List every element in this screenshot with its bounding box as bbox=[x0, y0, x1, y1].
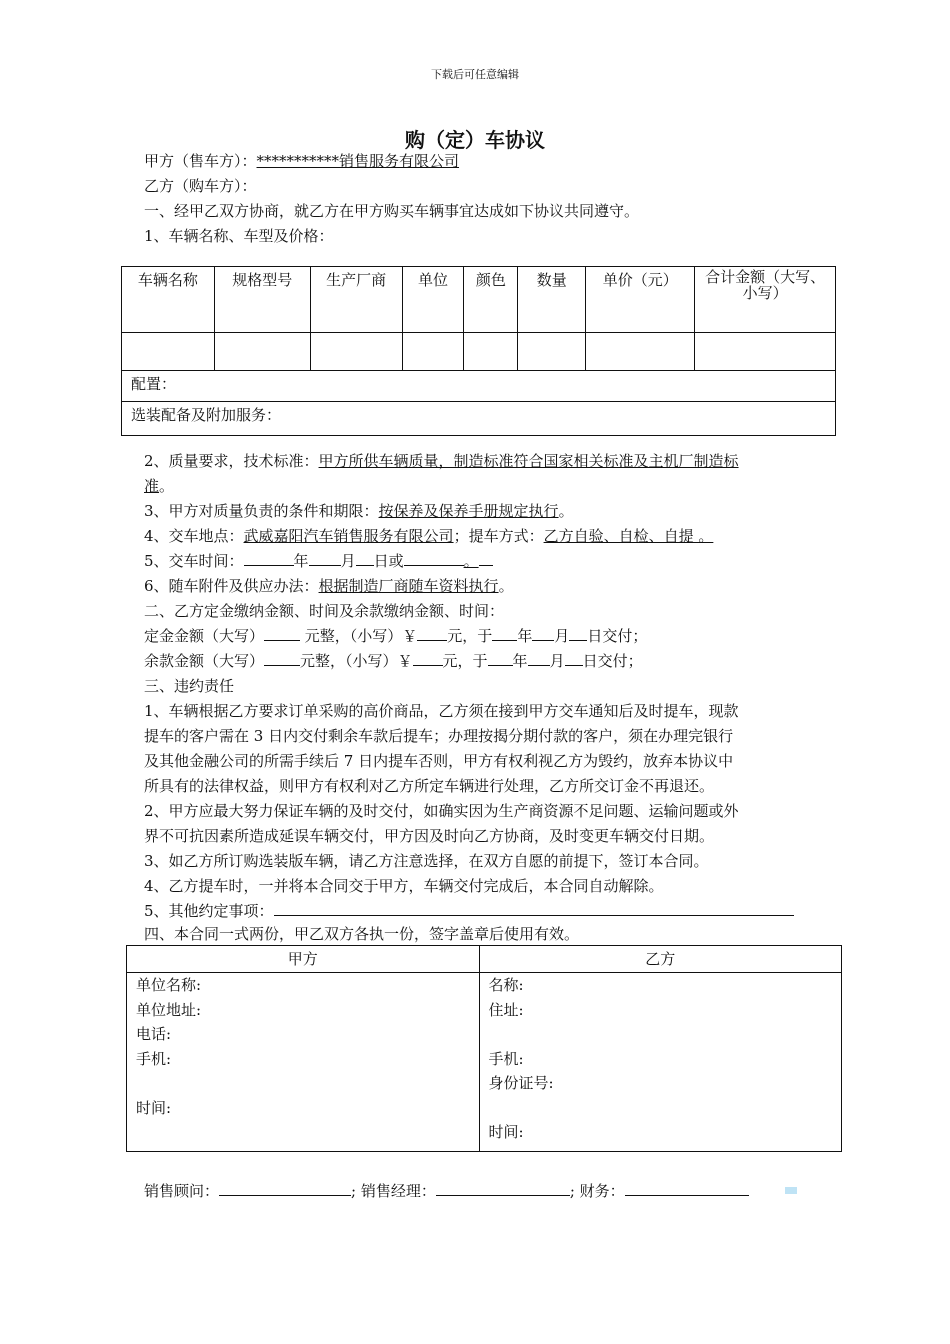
party-b-time: 时间: bbox=[488, 1123, 524, 1141]
item5-label: 5、交车时间： bbox=[144, 552, 244, 570]
corner-mark bbox=[785, 1187, 797, 1194]
party-b-line bbox=[144, 174, 257, 199]
section2-title: 二、乙方定金缴纳金额、时间及余款缴纳金额、时间： bbox=[144, 602, 505, 620]
finance-blank[interactable] bbox=[625, 1179, 749, 1196]
year-blank[interactable] bbox=[244, 549, 294, 566]
item5-end: 。 bbox=[463, 552, 479, 570]
breach-para1-line2: 提车的客户需在 3 日内交付剩余车款后提车；办理按揭分期付款的客户，须在办理完银行 bbox=[144, 727, 734, 745]
signature-footer bbox=[144, 1179, 749, 1203]
month-blank[interactable] bbox=[309, 549, 341, 566]
day-blank[interactable] bbox=[356, 549, 374, 566]
party-a-line bbox=[144, 149, 459, 174]
month-text: 月 bbox=[340, 552, 356, 570]
item2-line1 bbox=[144, 449, 739, 474]
breach-para1-line1: 1、车辆根据乙方要求订单采购的高价商品，乙方须在接到甲方交车通知后及时提车，现款 bbox=[144, 702, 739, 720]
party-a-phone: 电话: bbox=[136, 1025, 172, 1043]
breach-item5-line bbox=[144, 899, 794, 924]
cell-empty bbox=[586, 333, 695, 371]
alt-date-tail bbox=[479, 549, 493, 566]
balance-day: 日交付； bbox=[582, 652, 643, 670]
deposit-line bbox=[144, 624, 647, 649]
day-or-text: 日或 bbox=[373, 552, 404, 570]
party-a-label: 甲方（售车方）： bbox=[144, 152, 257, 170]
breach-para2-line2: 界不可抗因素所造成延误车辆交付，甲方因及时向乙方协商，及时变更车辆交付日期。 bbox=[144, 827, 715, 845]
col-header-qty: 数量 bbox=[518, 267, 586, 333]
breach-para1-line4: 所具有的法律权益，则甲方有权利对乙方所定车辆进行处理，乙方所交订金不再退还。 bbox=[144, 777, 715, 795]
balance-upper-blank[interactable] bbox=[264, 649, 300, 666]
balance-year: 年 bbox=[512, 652, 528, 670]
sales-manager-label: ; 销售经理： bbox=[351, 1182, 436, 1200]
deposit-lower-blank[interactable] bbox=[417, 624, 447, 641]
balance-month-blank[interactable] bbox=[528, 649, 550, 666]
party-a-address: 单位地址: bbox=[136, 1000, 202, 1019]
signature-table bbox=[126, 945, 842, 1152]
balance-label: 余款金额（大写） bbox=[144, 652, 265, 670]
party-b-header: 乙方 bbox=[479, 946, 842, 973]
item3-label: 3、甲方对质量负责的条件和期限： bbox=[144, 502, 379, 520]
balance-year-blank[interactable] bbox=[488, 649, 513, 666]
item6-line bbox=[144, 574, 514, 599]
col-header-color: 颜色 bbox=[464, 267, 518, 333]
party-b-mobile: 手机: bbox=[488, 1049, 524, 1068]
year-text: 年 bbox=[293, 552, 309, 570]
header-note: 下载后可任意编辑 bbox=[431, 68, 519, 81]
party-a-header: 甲方 bbox=[127, 946, 480, 973]
party-b-spacer1 bbox=[489, 1022, 833, 1047]
col-header-unit: 单位 bbox=[402, 267, 464, 333]
party-a-time: 时间: bbox=[136, 1098, 172, 1117]
cell-empty bbox=[402, 333, 464, 371]
deposit-month: 月 bbox=[554, 627, 570, 645]
options-row bbox=[122, 402, 836, 436]
item6-value: 根据制造厂商随车资料执行 bbox=[318, 577, 499, 595]
party-b-name: 名称: bbox=[488, 976, 524, 994]
alt-date-blank[interactable] bbox=[404, 549, 454, 566]
sales-advisor-blank[interactable] bbox=[219, 1179, 351, 1196]
section4-text: 四、本合同一式两份，甲乙双方各执一份，签字盖章后使用有效。 bbox=[144, 925, 580, 943]
config-row bbox=[122, 371, 836, 402]
deposit-upper-blank[interactable] bbox=[264, 624, 300, 641]
item3-value: 按保养及保养手册规定执行 bbox=[378, 502, 559, 520]
party-b-id-number: 身份证号: bbox=[488, 1074, 554, 1092]
breach-para1-line3: 及其他金融公司的所需手续后 7 日内提车否则，甲方有权利视乙方为毁约，放弃本协议中 bbox=[144, 752, 734, 770]
deposit-day-blank[interactable] bbox=[569, 624, 587, 641]
deposit-day: 日交付； bbox=[587, 627, 648, 645]
col-header-name: 车辆名称 bbox=[122, 267, 215, 333]
item2-label: 2、质量要求，技术标准： bbox=[144, 452, 319, 470]
options-label: 选装配备及附加服务： bbox=[122, 402, 836, 436]
deposit-month-blank[interactable] bbox=[532, 624, 554, 641]
col-header-maker: 生产厂商 bbox=[310, 267, 402, 333]
signature-header-row bbox=[127, 946, 842, 973]
cell-empty bbox=[464, 333, 518, 371]
cell-empty bbox=[214, 333, 310, 371]
cell-empty bbox=[310, 333, 402, 371]
party-a-company: 单位名称: bbox=[136, 976, 202, 994]
vehicle-empty-row bbox=[122, 333, 836, 371]
deposit-label: 定金金额（大写） bbox=[144, 627, 265, 645]
config-label: 配置： bbox=[122, 371, 836, 402]
deposit-yuan-at: 元，于 bbox=[447, 627, 493, 645]
deposit-year-blank[interactable] bbox=[492, 624, 517, 641]
col-header-total: 合计金额（大写、小写） bbox=[695, 267, 836, 333]
vehicle-header-row bbox=[122, 267, 836, 333]
balance-day-blank[interactable] bbox=[565, 649, 583, 666]
item5-line bbox=[144, 549, 493, 574]
party-a-spacer bbox=[136, 1071, 470, 1096]
item2-end: 。 bbox=[159, 477, 175, 495]
balance-line bbox=[144, 649, 643, 674]
breach-item4: 4、乙方提车时，一并将本合同交于甲方，车辆交付完成后，本合同自动解除。 bbox=[144, 877, 664, 895]
other-terms-blank[interactable] bbox=[274, 899, 794, 916]
pickup-method: 乙方自验、自检、自提 。 bbox=[543, 527, 714, 545]
item4-label: 4、交车地点： bbox=[144, 527, 244, 545]
sales-manager-blank[interactable] bbox=[436, 1179, 570, 1196]
breach-para2-line1: 2、甲方应最大努力保证车辆的及时交付，如确实因为生产商资源不足问题、运输问题或外 bbox=[144, 802, 739, 820]
breach-item5-label: 5、其他约定事项： bbox=[144, 902, 274, 920]
item3-end: 。 bbox=[558, 502, 574, 520]
item1-title: 1、车辆名称、车型及价格： bbox=[144, 227, 334, 245]
party-b-label: 乙方（购车方）： bbox=[144, 177, 257, 195]
balance-yuan-at: 元，于 bbox=[442, 652, 488, 670]
col-header-model: 规格型号 bbox=[214, 267, 310, 333]
alt-date-gap bbox=[454, 549, 464, 566]
col-header-price: 单价（元） bbox=[586, 267, 695, 333]
party-a-name: ***********销售服务有限公司 bbox=[256, 152, 460, 170]
breach-item3: 3、如乙方所订购选装版车辆，请乙方注意选择，在双方自愿的前提下，签订本合同。 bbox=[144, 852, 709, 870]
delivery-place: 武威嘉阳汽车销售服务有限公司 bbox=[243, 527, 454, 545]
vehicle-table bbox=[121, 266, 836, 436]
item2-line2 bbox=[144, 474, 174, 499]
party-b-spacer2 bbox=[489, 1096, 833, 1121]
item6-label: 6、随车附件及供应办法： bbox=[144, 577, 319, 595]
sales-advisor-label: 销售顾问： bbox=[144, 1182, 220, 1200]
party-a-mobile: 手机: bbox=[136, 1049, 172, 1068]
party-a-fields bbox=[127, 973, 480, 1152]
party-b-fields bbox=[479, 973, 842, 1152]
item2-value: 甲方所供车辆质量，制造标准符合国家相关标准及主机厂制造标 bbox=[318, 452, 739, 470]
deposit-yuan-zheng: 元整，（小写）￥ bbox=[300, 627, 418, 645]
cell-empty bbox=[122, 333, 215, 371]
signature-body-row bbox=[127, 973, 842, 1152]
item6-end: 。 bbox=[498, 577, 514, 595]
balance-lower-blank[interactable] bbox=[413, 649, 443, 666]
intro-text: 一、经甲乙双方协商，就乙方在甲方购买车辆事宜达成如下协议共同遵守。 bbox=[144, 202, 640, 220]
finance-label: ; 财务： bbox=[569, 1182, 625, 1200]
document-title: 购（定）车协议 bbox=[405, 128, 545, 152]
balance-yuan-zheng: 元整，（小写）￥ bbox=[300, 652, 413, 670]
item4-sep: ；提车方式： bbox=[453, 527, 544, 545]
cell-empty bbox=[518, 333, 586, 371]
item3-line bbox=[144, 499, 574, 524]
balance-month: 月 bbox=[549, 652, 565, 670]
section3-title: 三、违约责任 bbox=[144, 677, 235, 695]
party-b-address: 住址: bbox=[488, 1000, 524, 1019]
cell-empty bbox=[695, 333, 836, 371]
deposit-year: 年 bbox=[517, 627, 533, 645]
item2-value-cont: 准 bbox=[144, 477, 160, 495]
item4-line bbox=[144, 524, 713, 549]
